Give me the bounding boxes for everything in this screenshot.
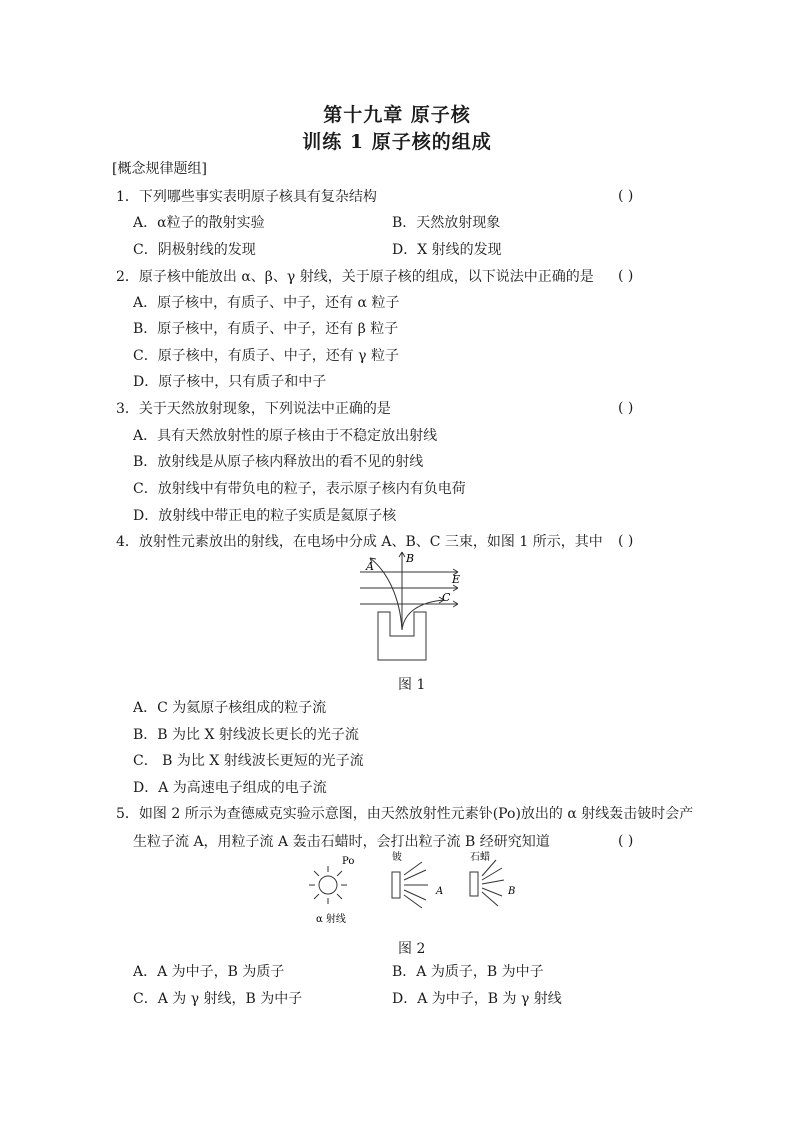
figure-1-label-b: B (406, 552, 415, 565)
figure-1-electric-field-diagram (352, 550, 472, 664)
section-tag: [概念规律题组] (112, 161, 207, 177)
question-4-answer-blank: ( ) (618, 533, 634, 549)
figure-1-label-e: E (452, 573, 461, 586)
figure-2-label-beryllium: 铍 (392, 852, 402, 863)
question-4-option-d: D．A 为高速电子组成的电子流 (133, 780, 327, 796)
question-4-stem: 4．放射性元素放出的射线，在电场中分成 A、B、C 三束，如图 1 所示，其中 (116, 534, 603, 550)
figure-2-label-b: B (508, 886, 516, 897)
question-5-stem-line-1: 5．如图 2 所示为查德威克实验示意图，由天然放射性元素钋(Po)放出的 α 射线轰击铍时会产 (116, 806, 694, 822)
question-1-option-d: D．X 射线的发现 (392, 242, 502, 258)
question-5-option-d: D．A 为中子，B 为 γ 射线 (392, 991, 562, 1007)
beam-a (370, 558, 402, 630)
figure-2-label-alpha-ray: α 射线 (316, 914, 346, 925)
question-4-option-b: B．B 为比 X 射线波长更长的光子流 (133, 727, 359, 743)
question-4-option-a: A．C 为氦原子核组成的粒子流 (133, 700, 327, 716)
question-3-option-a: A．具有天然放射性的原子核由于不稳定放出射线 (133, 428, 438, 444)
question-5-answer-blank: ( ) (618, 833, 634, 849)
question-3-answer-blank: ( ) (618, 400, 634, 416)
question-1-option-a: A．α粒子的散射实验 (133, 215, 265, 231)
question-2-answer-blank: ( ) (618, 268, 634, 284)
figure-1-label-a: A (366, 560, 374, 573)
figure-1-label-c: C (442, 591, 451, 604)
beryllium-plate (392, 872, 400, 898)
figure-2-chadwick-experiment (300, 850, 530, 930)
question-5-option-b: B．A 为质子，B 为中子 (392, 964, 544, 980)
question-1-answer-blank: ( ) (618, 188, 634, 204)
figure-1-caption: 图 1 (398, 677, 426, 693)
question-1-option-b: B．天然放射现象 (392, 215, 501, 231)
figure-2-caption: 图 2 (398, 941, 426, 957)
figure-2-label-paraffin: 石蜡 (470, 852, 490, 863)
question-2-option-a: A．原子核中，有质子、中子，还有 α 粒子 (133, 295, 400, 311)
question-5-option-c: C．A 为 γ 射线，B 为中子 (133, 991, 303, 1007)
question-3-stem: 3．关于天然放射现象，下列说法中正确的是 (116, 401, 391, 417)
question-2-option-c: C．原子核中，有质子、中子，还有 γ 粒子 (133, 348, 399, 364)
question-4-option-c: C． B 为比 X 射线波长更短的光子流 (133, 753, 364, 769)
question-1-option-c: C．阴极射线的发现 (133, 242, 256, 258)
question-3-option-b: B．放射线是从原子核内释放出的看不见的射线 (133, 454, 424, 470)
figure-2-label-a: A (436, 886, 444, 897)
figure-2-label-po: Po (342, 856, 355, 867)
question-5-option-a: A．A 为中子，B 为质子 (133, 964, 285, 980)
polonium-source (319, 876, 337, 894)
question-5-stem-line-2: 生粒子流 A，用粒子流 A 轰击石蜡时，会打出粒子流 B 经研究知道 (133, 834, 550, 850)
chapter-title: 第十九章 原子核 (323, 104, 471, 126)
lesson-title: 训练 1 原子核的组成 (302, 131, 492, 153)
question-2-option-b: B．原子核中，有质子、中子，还有 β 粒子 (133, 321, 399, 337)
question-2-option-d: D．原子核中，只有质子和中子 (133, 374, 327, 390)
question-3-option-d: D．放射线中带正电的粒子实质是氦原子核 (133, 508, 397, 524)
question-2-stem: 2．原子核中能放出 α、β、γ 射线，关于原子核的组成，以下说法中正确的是 (116, 269, 594, 285)
paraffin-plate (470, 872, 478, 896)
question-3-option-c: C．放射线中有带负电的粒子，表示原子核内有负电荷 (133, 481, 466, 497)
question-1-stem: 1．下列哪些事实表明原子核具有复杂结构 (116, 189, 377, 205)
